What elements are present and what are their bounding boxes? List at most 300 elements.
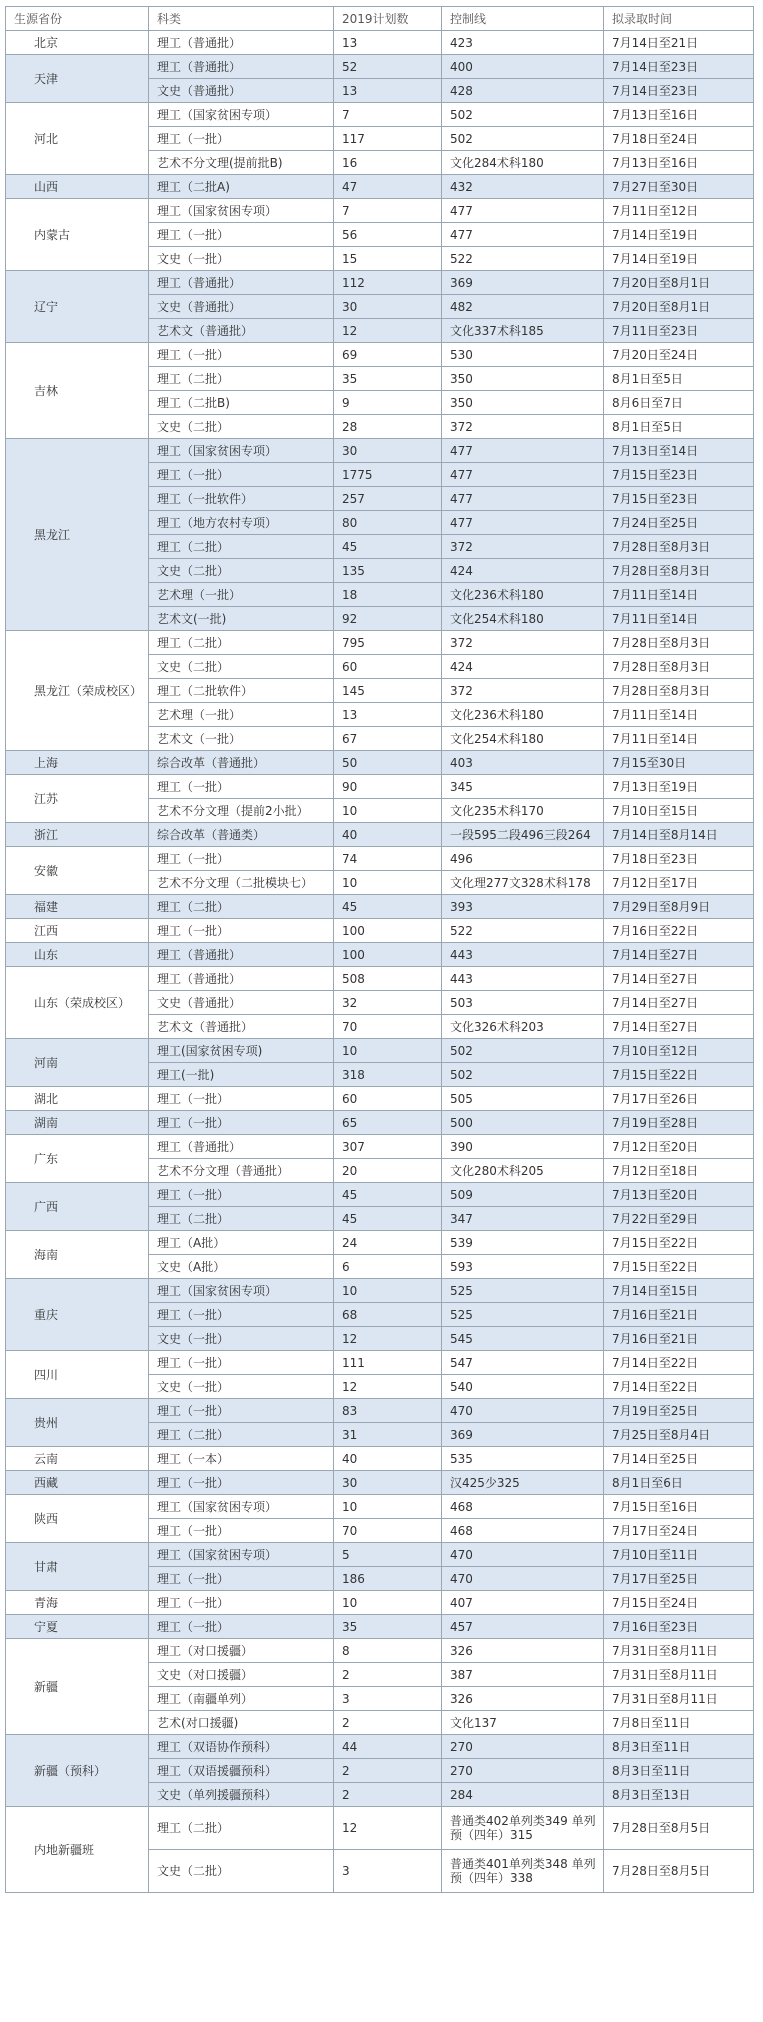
control-line-cell: 372 [442,415,604,439]
control-line-cell: 270 [442,1735,604,1759]
control-line-cell: 502 [442,127,604,151]
plan-count-cell: 65 [334,1111,442,1135]
subject-cell: 理工（国家贫困专项） [149,439,334,463]
control-line-cell: 372 [442,679,604,703]
plan-count-cell: 45 [334,1207,442,1231]
subject-cell: 理工（二批） [149,1423,334,1447]
control-line-cell: 530 [442,343,604,367]
subject-cell: 理工（一批） [149,1591,334,1615]
control-line-cell: 372 [442,535,604,559]
admission-time-cell: 8月1日至6日 [604,1471,754,1495]
province-cell: 河北 [6,103,149,175]
admission-time-cell: 7月14日至27日 [604,1015,754,1039]
admission-time-cell: 7月14日至21日 [604,31,754,55]
header-subject: 科类 [149,7,334,31]
control-line-cell: 540 [442,1375,604,1399]
admission-time-cell: 7月10日至15日 [604,799,754,823]
table-row [6,1543,754,1567]
admission-time-cell: 7月31日至8月11日 [604,1663,754,1687]
plan-count-cell: 10 [334,799,442,823]
control-line-cell: 477 [442,223,604,247]
control-line-cell: 345 [442,775,604,799]
table-row [6,343,754,367]
admission-time-cell: 7月15日至23日 [604,487,754,511]
admission-time-cell: 7月31日至8月11日 [604,1687,754,1711]
admission-time-cell: 7月17日至24日 [604,1519,754,1543]
control-line-cell: 477 [442,199,604,223]
subject-cell: 理工（国家贫困专项） [149,1279,334,1303]
admission-time-cell: 7月22日至29日 [604,1207,754,1231]
control-line-cell: 470 [442,1543,604,1567]
subject-cell: 理工（二批） [149,1807,334,1850]
plan-count-cell: 145 [334,679,442,703]
admission-time-cell: 7月15日至22日 [604,1063,754,1087]
plan-count-cell: 60 [334,655,442,679]
plan-count-cell: 70 [334,1519,442,1543]
control-line-cell: 503 [442,991,604,1015]
control-line-cell: 496 [442,847,604,871]
plan-count-cell: 2 [334,1783,442,1807]
province-cell: 广东 [6,1135,149,1183]
admission-time-cell: 7月11日至14日 [604,703,754,727]
control-line-cell: 477 [442,463,604,487]
header-admission-time: 拟录取时间 [604,7,754,31]
admission-time-cell: 8月3日至13日 [604,1783,754,1807]
plan-count-cell: 10 [334,1039,442,1063]
subject-cell: 艺术不分文理（二批模块七） [149,871,334,895]
plan-count-cell: 111 [334,1351,442,1375]
admission-time-cell: 7月15至30日 [604,751,754,775]
plan-count-cell: 30 [334,295,442,319]
plan-count-cell: 10 [334,1279,442,1303]
subject-cell: 理工（一批） [149,847,334,871]
plan-count-cell: 67 [334,727,442,751]
control-line-cell: 545 [442,1327,604,1351]
admission-time-cell: 7月13日至19日 [604,775,754,799]
control-line-cell: 423 [442,31,604,55]
admission-time-cell: 7月14日至27日 [604,967,754,991]
table-row [6,1447,754,1471]
plan-count-cell: 15 [334,247,442,271]
plan-count-cell: 56 [334,223,442,247]
control-line-cell: 525 [442,1303,604,1327]
control-line-cell: 普通类401单列类348 单列预（四年）338 [442,1850,604,1893]
control-line-cell: 428 [442,79,604,103]
admission-time-cell: 8月3日至11日 [604,1759,754,1783]
control-line-cell: 372 [442,631,604,655]
table-row [6,439,754,463]
province-cell: 贵州 [6,1399,149,1447]
admission-time-cell: 7月24日至25日 [604,511,754,535]
subject-cell: 理工（双语援疆预科） [149,1759,334,1783]
subject-cell: 理工（二批A) [149,175,334,199]
subject-cell: 艺术不分文理（普通批） [149,1159,334,1183]
subject-cell: 理工（一批软件） [149,487,334,511]
control-line-cell: 文化284术科180 [442,151,604,175]
control-line-cell: 326 [442,1639,604,1663]
subject-cell: 理工（二批） [149,895,334,919]
subject-cell: 理工（普通批） [149,1135,334,1159]
admission-time-cell: 7月28日至8月3日 [604,631,754,655]
control-line-cell: 326 [442,1687,604,1711]
plan-count-cell: 90 [334,775,442,799]
control-line-cell: 270 [442,1759,604,1783]
plan-count-cell: 10 [334,1591,442,1615]
table-row [6,55,754,79]
subject-cell: 文史（一批） [149,247,334,271]
admission-time-cell: 7月14日至22日 [604,1351,754,1375]
admission-time-cell: 7月17日至26日 [604,1087,754,1111]
province-cell: 新疆（预科） [6,1735,149,1807]
admission-time-cell: 7月31日至8月11日 [604,1639,754,1663]
admission-time-cell: 7月15日至22日 [604,1255,754,1279]
plan-count-cell: 20 [334,1159,442,1183]
admission-time-cell: 7月15日至23日 [604,463,754,487]
control-line-cell: 407 [442,1591,604,1615]
plan-count-cell: 9 [334,391,442,415]
province-cell: 北京 [6,31,149,55]
table-row [6,31,754,55]
control-line-cell: 393 [442,895,604,919]
plan-count-cell: 8 [334,1639,442,1663]
control-line-cell: 477 [442,487,604,511]
admission-time-cell: 8月1日至5日 [604,415,754,439]
plan-count-cell: 83 [334,1399,442,1423]
subject-cell: 理工（对口援疆） [149,1639,334,1663]
control-line-cell: 539 [442,1231,604,1255]
control-line-cell: 424 [442,655,604,679]
control-line-cell: 547 [442,1351,604,1375]
control-line-cell: 文化254术科180 [442,607,604,631]
plan-count-cell: 68 [334,1303,442,1327]
control-line-cell: 468 [442,1519,604,1543]
subject-cell: 理工（普通批） [149,55,334,79]
subject-cell: 综合改革（普通类） [149,823,334,847]
subject-cell: 理工（普通批） [149,943,334,967]
table-row [6,847,754,871]
table-row [6,1183,754,1207]
control-line-cell: 文化235术科170 [442,799,604,823]
plan-count-cell: 16 [334,151,442,175]
control-line-cell: 347 [442,1207,604,1231]
control-line-cell: 一段595二段496三段264 [442,823,604,847]
admission-time-cell: 7月28日至8月5日 [604,1850,754,1893]
control-line-cell: 502 [442,1063,604,1087]
plan-count-cell: 12 [334,1807,442,1850]
table-row [6,1279,754,1303]
plan-count-cell: 795 [334,631,442,655]
admission-time-cell: 7月15日至16日 [604,1495,754,1519]
admission-time-cell: 7月28日至8月3日 [604,559,754,583]
subject-cell: 理工（A批） [149,1231,334,1255]
subject-cell: 艺术文(一批) [149,607,334,631]
admission-time-cell: 7月18日至23日 [604,847,754,871]
control-line-cell: 468 [442,1495,604,1519]
subject-cell: 理工（一批） [149,1087,334,1111]
plan-count-cell: 24 [334,1231,442,1255]
admission-time-cell: 7月20日至8月1日 [604,271,754,295]
admission-time-cell: 7月11日至12日 [604,199,754,223]
province-cell: 陕西 [6,1495,149,1543]
plan-count-cell: 45 [334,1183,442,1207]
province-cell: 吉林 [6,343,149,439]
province-cell: 湖南 [6,1111,149,1135]
subject-cell: 理工（国家贫困专项） [149,1495,334,1519]
subject-cell: 理工(一批) [149,1063,334,1087]
control-line-cell: 350 [442,367,604,391]
plan-count-cell: 40 [334,1447,442,1471]
plan-count-cell: 2 [334,1759,442,1783]
plan-count-cell: 30 [334,439,442,463]
table-body [6,31,754,1893]
plan-count-cell: 7 [334,199,442,223]
province-cell: 黑龙江 [6,439,149,631]
subject-cell: 文史（A批） [149,1255,334,1279]
subject-cell: 文史（二批） [149,1850,334,1893]
control-line-cell: 477 [442,439,604,463]
province-cell: 广西 [6,1183,149,1231]
admission-time-cell: 7月11日至14日 [604,727,754,751]
subject-cell: 文史（一批） [149,1327,334,1351]
table-row [6,271,754,295]
plan-count-cell: 40 [334,823,442,847]
admission-time-cell: 7月14日至27日 [604,943,754,967]
subject-cell: 理工（一批） [149,1183,334,1207]
plan-count-cell: 186 [334,1567,442,1591]
control-line-cell: 522 [442,919,604,943]
plan-count-cell: 45 [334,535,442,559]
control-line-cell: 432 [442,175,604,199]
control-line-cell: 470 [442,1399,604,1423]
control-line-cell: 汉425少325 [442,1471,604,1495]
plan-count-cell: 10 [334,871,442,895]
plan-count-cell: 100 [334,943,442,967]
plan-count-cell: 307 [334,1135,442,1159]
table-row [6,967,754,991]
table-row [6,1735,754,1759]
province-cell: 福建 [6,895,149,919]
control-line-cell: 350 [442,391,604,415]
admission-time-cell: 7月12日至20日 [604,1135,754,1159]
plan-count-cell: 30 [334,1471,442,1495]
control-line-cell: 文化337术科185 [442,319,604,343]
control-line-cell: 文化137 [442,1711,604,1735]
table-row [6,631,754,655]
admission-time-cell: 7月14日至25日 [604,1447,754,1471]
control-line-cell: 535 [442,1447,604,1471]
subject-cell: 艺术文（一批） [149,727,334,751]
admission-time-cell: 7月18日至24日 [604,127,754,151]
admission-time-cell: 7月14日至15日 [604,1279,754,1303]
table-row [6,751,754,775]
control-line-cell: 502 [442,1039,604,1063]
control-line-cell: 400 [442,55,604,79]
admission-time-cell: 7月10日至12日 [604,1039,754,1063]
subject-cell: 理工（二批B) [149,391,334,415]
province-cell: 青海 [6,1591,149,1615]
plan-count-cell: 10 [334,1495,442,1519]
subject-cell: 理工（一本） [149,1447,334,1471]
admission-time-cell: 7月11日至14日 [604,583,754,607]
plan-count-cell: 135 [334,559,442,583]
control-line-cell: 390 [442,1135,604,1159]
control-line-cell: 424 [442,559,604,583]
control-line-cell: 470 [442,1567,604,1591]
plan-count-cell: 44 [334,1735,442,1759]
control-line-cell: 477 [442,511,604,535]
province-cell: 云南 [6,1447,149,1471]
plan-count-cell: 3 [334,1850,442,1893]
admission-time-cell: 7月14日至23日 [604,55,754,79]
plan-count-cell: 13 [334,79,442,103]
plan-count-cell: 12 [334,1375,442,1399]
table-row [6,943,754,967]
plan-count-cell: 32 [334,991,442,1015]
subject-cell: 理工（一批） [149,1111,334,1135]
header-control-line: 控制线 [442,7,604,31]
subject-cell: 理工（南疆单列） [149,1687,334,1711]
subject-cell: 理工（一批） [149,1399,334,1423]
admission-time-cell: 7月8日至11日 [604,1711,754,1735]
province-cell: 甘肃 [6,1543,149,1591]
province-cell: 重庆 [6,1279,149,1351]
control-line-cell: 522 [442,247,604,271]
plan-count-cell: 1775 [334,463,442,487]
control-line-cell: 文化280术科205 [442,1159,604,1183]
subject-cell: 理工（二批） [149,631,334,655]
table-row [6,103,754,127]
admission-time-cell: 7月11日至14日 [604,607,754,631]
subject-cell: 理工（一批） [149,127,334,151]
province-cell: 江西 [6,919,149,943]
province-cell: 内地新疆班 [6,1807,149,1893]
plan-count-cell: 3 [334,1687,442,1711]
plan-count-cell: 12 [334,1327,442,1351]
plan-count-cell: 28 [334,415,442,439]
subject-cell: 艺术不分文理（提前2小批） [149,799,334,823]
table-row [6,1807,754,1850]
control-line-cell: 525 [442,1279,604,1303]
subject-cell: 文史（普通批） [149,295,334,319]
admission-time-cell: 7月28日至8月3日 [604,535,754,559]
province-cell: 西藏 [6,1471,149,1495]
control-line-cell: 369 [442,271,604,295]
plan-count-cell: 74 [334,847,442,871]
table-row [6,1615,754,1639]
admission-time-cell: 7月28日至8月3日 [604,655,754,679]
plan-count-cell: 117 [334,127,442,151]
plan-count-cell: 92 [334,607,442,631]
table-row [6,1591,754,1615]
admission-time-cell: 7月14日至19日 [604,223,754,247]
subject-cell: 理工（一批） [149,775,334,799]
plan-count-cell: 6 [334,1255,442,1279]
table-header-row [6,7,754,31]
table-row [6,199,754,223]
table-row [6,1039,754,1063]
province-cell: 上海 [6,751,149,775]
province-cell: 浙江 [6,823,149,847]
plan-count-cell: 13 [334,31,442,55]
admission-time-cell: 7月19日至28日 [604,1111,754,1135]
plan-count-cell: 50 [334,751,442,775]
admission-time-cell: 7月29日至8月9日 [604,895,754,919]
plan-count-cell: 12 [334,319,442,343]
plan-count-cell: 18 [334,583,442,607]
plan-count-cell: 112 [334,271,442,295]
table-row [6,1111,754,1135]
admission-time-cell: 7月20日至8月1日 [604,295,754,319]
control-line-cell: 文化236术科180 [442,703,604,727]
province-cell: 江苏 [6,775,149,823]
subject-cell: 理工（一批） [149,1519,334,1543]
admission-time-cell: 7月13日至16日 [604,151,754,175]
subject-cell: 综合改革（普通批） [149,751,334,775]
table-row [6,1639,754,1663]
admission-plan-table [5,6,754,1893]
subject-cell: 理工（一批） [149,1351,334,1375]
plan-count-cell: 100 [334,919,442,943]
admission-time-cell: 7月17日至25日 [604,1567,754,1591]
table-row [6,175,754,199]
admission-time-cell: 7月10日至11日 [604,1543,754,1567]
admission-time-cell: 7月12日至17日 [604,871,754,895]
table-row [6,1471,754,1495]
admission-time-cell: 7月15日至24日 [604,1591,754,1615]
plan-count-cell: 7 [334,103,442,127]
admission-time-cell: 7月13日至20日 [604,1183,754,1207]
subject-cell: 理工（一批） [149,1471,334,1495]
table-row [6,1231,754,1255]
subject-cell: 文史（二批） [149,655,334,679]
subject-cell: 艺术文（普通批） [149,1015,334,1039]
province-cell: 河南 [6,1039,149,1087]
control-line-cell: 文化236术科180 [442,583,604,607]
subject-cell: 文史（对口援疆） [149,1663,334,1687]
subject-cell: 理工（普通批） [149,967,334,991]
plan-count-cell: 35 [334,367,442,391]
control-line-cell: 369 [442,1423,604,1447]
admission-time-cell: 7月13日至14日 [604,439,754,463]
admission-time-cell: 7月14日至8月14日 [604,823,754,847]
admission-time-cell: 7月14日至27日 [604,991,754,1015]
control-line-cell: 505 [442,1087,604,1111]
admission-time-cell: 7月16日至21日 [604,1303,754,1327]
plan-count-cell: 60 [334,1087,442,1111]
table-row [6,823,754,847]
control-line-cell: 文化254术科180 [442,727,604,751]
subject-cell: 理工（二批） [149,535,334,559]
subject-cell: 理工（普通批） [149,271,334,295]
subject-cell: 文史（二批） [149,415,334,439]
admission-time-cell: 8月6日至7日 [604,391,754,415]
subject-cell: 文史（普通批） [149,79,334,103]
header-province: 生源省份 [6,7,149,31]
control-line-cell: 502 [442,103,604,127]
plan-count-cell: 45 [334,895,442,919]
province-cell: 安徽 [6,847,149,895]
subject-cell: 文史（二批） [149,559,334,583]
table-row [6,919,754,943]
admission-time-cell: 7月16日至22日 [604,919,754,943]
admission-time-cell: 7月19日至25日 [604,1399,754,1423]
admission-time-cell: 7月27日至30日 [604,175,754,199]
admission-time-cell: 7月11日至23日 [604,319,754,343]
province-cell: 山东 [6,943,149,967]
table-row [6,895,754,919]
province-cell: 山西 [6,175,149,199]
admission-time-cell: 7月25日至8月4日 [604,1423,754,1447]
